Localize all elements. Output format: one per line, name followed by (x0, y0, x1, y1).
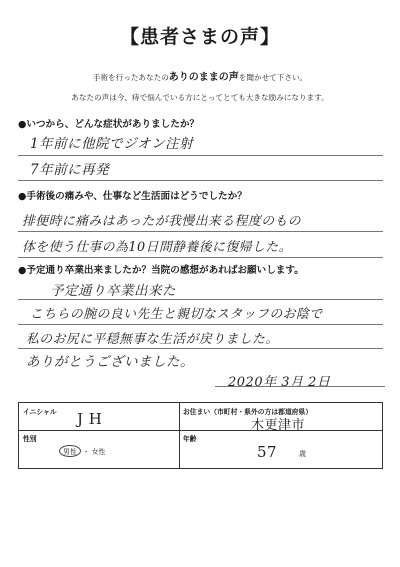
question-1-answer-2: 7年前に再発 (30, 162, 110, 178)
intro-emphasis: ありのままの声 (168, 72, 239, 83)
answer-rule (18, 257, 383, 258)
answer-rule (18, 324, 383, 325)
gender-label: 性別 (23, 435, 37, 443)
initial-label: イニシャル (23, 408, 57, 416)
question-3-answer-4: ありがとうございました。 (26, 354, 194, 370)
answer-rule (18, 299, 383, 300)
question-1-answer-1: 1年前に他院でジオン注射 (30, 136, 194, 152)
age-unit: 歳 (299, 450, 306, 458)
question-2-answer-2: 体を使う仕事の為10日間静養後に復帰した。 (22, 240, 292, 255)
form-divider-horizontal (19, 430, 382, 431)
intro-line-1 (0, 68, 400, 83)
address-label: お住まい（市町村・県外の方は都道府県） (183, 408, 313, 416)
answer-rule (18, 348, 383, 349)
page-title: 【患者さまの声】 (119, 26, 280, 48)
intro-pre: 手術を行ったあなたの (92, 73, 169, 82)
date-written: 2020年 3月 2日 (228, 375, 331, 390)
question-3-answer-3: 私のお尻に平穏無事な生活が戻りました。 (26, 332, 279, 347)
gender-options (59, 445, 105, 457)
intro-line-2: あなたの声は今、痔で悩んでいる方にとってとても大きな励みになります。 (71, 93, 329, 102)
form-divider-vertical (179, 403, 180, 468)
question-1-label: ●いつから、どんな症状がありましたか？ (18, 119, 200, 130)
answer-rule (18, 180, 383, 181)
address-value: 木更津市 (251, 418, 306, 433)
age-value: 57 (257, 443, 278, 461)
intro-post: を聞かせて下さい。 (238, 73, 308, 82)
question-2-answer-1: 排便時に痛みはあったが我慢出来る程度のもの (22, 214, 302, 229)
answer-rule (18, 155, 383, 156)
question-2-label: ●手術後の痛みや、仕事など生活面はどうでしたか？ (18, 191, 247, 202)
initial-value: J H (77, 410, 103, 428)
date-rule (215, 386, 385, 387)
age-label: 年齢 (183, 435, 197, 443)
gender-female: 女性 (91, 448, 106, 456)
question-3-answer-2: こちらの腕の良い先生と親切なスタッフのお陰で (30, 307, 323, 322)
gender-male-selected: 男性 (59, 445, 81, 457)
respondent-info-box (18, 402, 383, 469)
answer-rule (18, 231, 383, 232)
question-3-answer-1: 予定通り卒業出来た (50, 283, 176, 299)
gender-separator: ・ (82, 448, 90, 456)
question-3-label: ●予定通り卒業出来ましたか？当院の感想があればお願いします。 (18, 265, 304, 276)
